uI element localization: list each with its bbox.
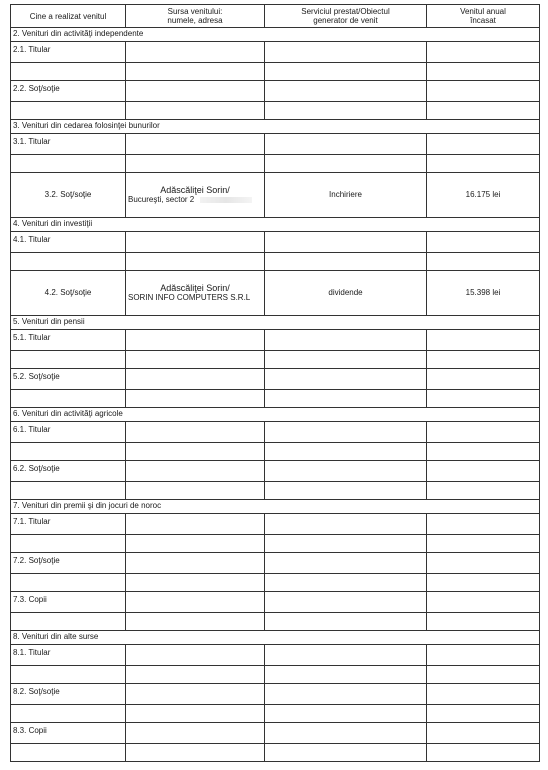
empty-cell [427,390,540,408]
empty-cell [11,351,126,369]
blank-row [11,705,540,723]
empty-cell [126,155,265,173]
source-cell [126,232,265,253]
source-cell [126,369,265,390]
empty-cell [265,705,427,723]
income-cell [427,81,540,102]
empty-cell [126,63,265,81]
empty-cell [11,102,126,120]
empty-cell [11,535,126,553]
income-row [11,592,540,613]
blank-row [11,482,540,500]
empty-cell [427,351,540,369]
empty-cell [265,744,427,762]
income-row [11,422,540,443]
empty-cell [11,666,126,684]
empty-cell [427,63,540,81]
blank-row [11,574,540,592]
header-who: Cine a realizat venitul [11,5,126,28]
blank-row [11,63,540,81]
income-cell [427,422,540,443]
source-cell [126,461,265,482]
income-row [11,723,540,744]
source-cell [126,81,265,102]
service-cell [265,134,427,155]
row-label: 8.1. Titular [11,645,126,666]
header-service: Serviciul prestat/Obiectul generator de venit [265,5,427,28]
empty-cell [265,443,427,461]
empty-cell [126,351,265,369]
source-address-text: SORIN INFO COMPUTERS S.R.L [128,293,251,302]
empty-cell [11,744,126,762]
empty-cell [265,613,427,631]
row-label: 7.1. Titular [11,514,126,535]
income-row [11,330,540,351]
source-cell [126,592,265,613]
service-cell [265,232,427,253]
service-cell [265,422,427,443]
service-cell [265,723,427,744]
row-label: 4.2. Soţ/soţie [11,271,126,316]
empty-cell [265,535,427,553]
service-cell [265,330,427,351]
source-cell [126,422,265,443]
section-title: 2. Venituri din activităţi independente [11,28,540,42]
blank-row [11,666,540,684]
row-label: 4.1. Titular [11,232,126,253]
section-title: 4. Venituri din investiţii [11,218,540,232]
empty-cell [427,666,540,684]
empty-cell [11,574,126,592]
row-label: 7.3. Copii [11,592,126,613]
empty-cell [11,253,126,271]
section-row [11,631,540,645]
empty-cell [11,613,126,631]
source-cell [126,553,265,574]
empty-cell [11,482,126,500]
row-label: 5.2. Soţ/soţie [11,369,126,390]
empty-cell [427,705,540,723]
empty-cell [427,443,540,461]
header-row [11,5,540,28]
empty-cell [265,253,427,271]
header-source: Sursa venitului: numele, adresa [126,5,265,28]
service-cell [265,42,427,63]
service-cell [265,81,427,102]
income-cell [427,514,540,535]
income-cell [427,232,540,253]
income-cell [427,134,540,155]
source-cell [126,684,265,705]
source-cell [126,173,265,218]
empty-cell [265,574,427,592]
income-row [11,232,540,253]
blank-row [11,390,540,408]
blank-row [11,613,540,631]
income-row [11,173,540,218]
empty-cell [126,535,265,553]
empty-cell [126,744,265,762]
empty-cell [427,535,540,553]
service-cell [265,645,427,666]
empty-cell [126,574,265,592]
empty-cell [11,155,126,173]
income-declaration-page [10,4,539,762]
source-name: Adăscăliţei Sorin/ [160,185,230,195]
source-cell [126,723,265,744]
income-cell [427,723,540,744]
section-title: 7. Venituri din premii şi din jocuri de noroc [11,500,540,514]
service-cell [265,592,427,613]
service-cell [265,369,427,390]
row-label: 2.1. Titular [11,42,126,63]
header-income: Venitul anual încasat [427,5,540,28]
section-row [11,218,540,232]
empty-cell [265,102,427,120]
redacted-address [200,197,252,203]
service-cell: dividende [265,271,427,316]
row-label: 3.2. Soţ/soţie [11,173,126,218]
empty-cell [126,102,265,120]
source-address [128,195,262,205]
source-address-text: Bucureşti, sector 2 [128,195,195,204]
income-cell [427,553,540,574]
empty-cell [126,666,265,684]
income-cell [427,684,540,705]
income-row [11,134,540,155]
row-label: 8.2. Soţ/soţie [11,684,126,705]
service-cell [265,684,427,705]
income-cell [427,330,540,351]
row-label: 7.2. Soţ/soţie [11,553,126,574]
empty-cell [427,155,540,173]
row-label: 3.1. Titular [11,134,126,155]
empty-cell [126,253,265,271]
income-cell [427,369,540,390]
empty-cell [126,705,265,723]
section-row [11,408,540,422]
income-row [11,42,540,63]
income-cell [427,42,540,63]
section-row [11,28,540,42]
empty-cell [265,351,427,369]
empty-cell [265,155,427,173]
empty-cell [427,482,540,500]
service-cell [265,514,427,535]
row-label: 6.2. Soţ/soţie [11,461,126,482]
empty-cell [11,390,126,408]
income-row [11,553,540,574]
income-row [11,81,540,102]
source-cell [126,271,265,316]
income-cell: 16.175 lei [427,173,540,218]
section-title: 3. Venituri din cedarea folosinţei bunurilor [11,120,540,134]
service-cell [265,553,427,574]
blank-row [11,253,540,271]
source-cell [126,42,265,63]
section-row [11,120,540,134]
source-cell [126,134,265,155]
income-row [11,684,540,705]
blank-row [11,351,540,369]
blank-row [11,535,540,553]
income-cell [427,645,540,666]
empty-cell [126,482,265,500]
empty-cell [11,705,126,723]
source-address [128,293,262,303]
income-row [11,514,540,535]
empty-cell [265,482,427,500]
source-name: Adăscăliţei Sorin/ [160,283,230,293]
blank-row [11,744,540,762]
source-cell [126,514,265,535]
income-row [11,461,540,482]
income-cell [427,461,540,482]
section-title: 8. Venituri din alte surse [11,631,540,645]
income-row [11,369,540,390]
row-label: 8.3. Copii [11,723,126,744]
empty-cell [126,613,265,631]
blank-row [11,443,540,461]
empty-cell [427,613,540,631]
service-cell: Inchiriere [265,173,427,218]
row-label: 6.1. Titular [11,422,126,443]
empty-cell [126,443,265,461]
empty-cell [265,63,427,81]
source-cell [126,330,265,351]
empty-cell [427,253,540,271]
blank-row [11,155,540,173]
section-row [11,500,540,514]
empty-cell [265,666,427,684]
empty-cell [427,102,540,120]
section-title: 5. Venituri din pensii [11,316,540,330]
income-cell [427,592,540,613]
row-label: 5.1. Titular [11,330,126,351]
service-cell [265,461,427,482]
section-title: 6. Venituri din activităţi agricole [11,408,540,422]
empty-cell [126,390,265,408]
income-table [10,4,540,762]
income-cell: 15.398 lei [427,271,540,316]
income-row [11,645,540,666]
source-cell [126,645,265,666]
empty-cell [11,63,126,81]
blank-row [11,102,540,120]
empty-cell [427,574,540,592]
income-row [11,271,540,316]
empty-cell [265,390,427,408]
row-label: 2.2. Soţ/soţie [11,81,126,102]
empty-cell [11,443,126,461]
section-row [11,316,540,330]
empty-cell [427,744,540,762]
